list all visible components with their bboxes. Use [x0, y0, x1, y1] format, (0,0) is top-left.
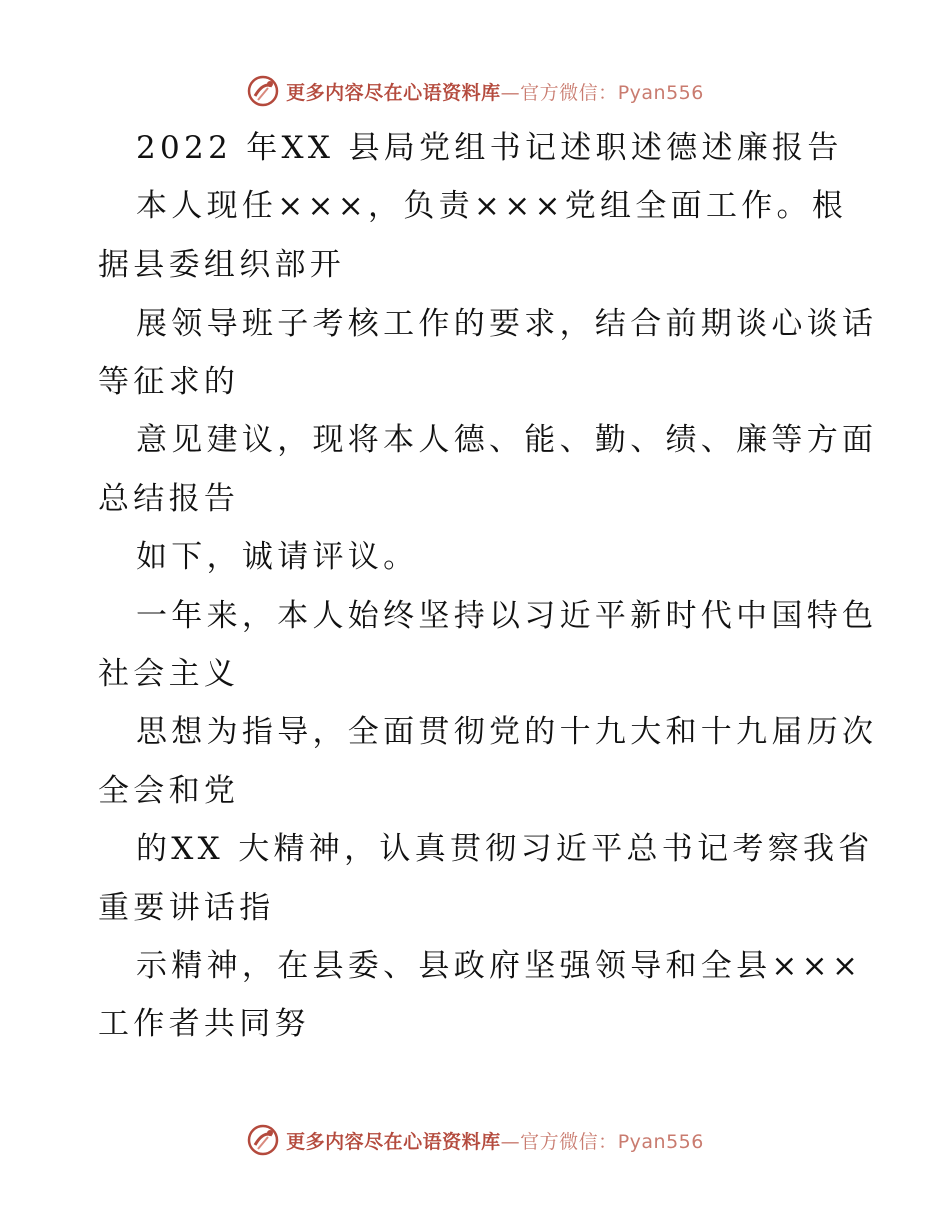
watermark-wechat-id: Pyan556: [617, 81, 704, 104]
document-line: 总结报告: [98, 481, 240, 517]
watermark-text: [286, 1127, 704, 1154]
document-title: 2022 年XX 县局党组书记述职述德述廉报告: [136, 130, 843, 166]
document-line: 本人现任×××，负责×××党组全面工作。根: [136, 188, 848, 224]
top-watermark-banner: [0, 71, 950, 111]
watermark-separator: —: [500, 1130, 521, 1153]
watermark-brand: 更多内容尽在心语资料库: [286, 1130, 501, 1153]
document-line: 等征求的: [98, 364, 240, 400]
brand-logo-icon: [246, 74, 280, 108]
document-line: 展领导班子考核工作的要求，结合前期谈心谈话: [136, 306, 878, 342]
document-line: 全会和党: [98, 773, 240, 809]
watermark-wechat-label: 官方微信：: [520, 81, 618, 104]
document-line: 据县委组织部开: [98, 247, 346, 283]
document-line: 示精神，在县委、县政府坚强领导和全县×××: [136, 948, 863, 984]
watermark-text: [286, 78, 704, 105]
bottom-watermark-banner: [0, 1120, 950, 1160]
watermark-separator: —: [500, 81, 521, 104]
document-line: 一年来，本人始终坚持以习近平新时代中国特色: [136, 598, 878, 634]
document-line: 思想为指导，全面贯彻党的十九大和十九届历次: [136, 714, 878, 750]
document-line: 意见建议，现将本人德、能、勤、绩、廉等方面: [136, 422, 878, 458]
document-line: 如下，诚请评议。: [136, 539, 419, 575]
watermark-wechat-id: Pyan556: [617, 1130, 704, 1153]
document-line: 工作者共同努: [98, 1006, 310, 1042]
watermark-wechat-label: 官方微信：: [520, 1130, 618, 1153]
document-line: 的XX 大精神，认真贯彻习近平总书记考察我省: [136, 831, 874, 867]
watermark-brand: 更多内容尽在心语资料库: [286, 81, 501, 104]
brand-logo-icon: [246, 1123, 280, 1157]
document-line: 社会主义: [98, 656, 240, 692]
document-line: 重要讲话指: [98, 890, 275, 926]
